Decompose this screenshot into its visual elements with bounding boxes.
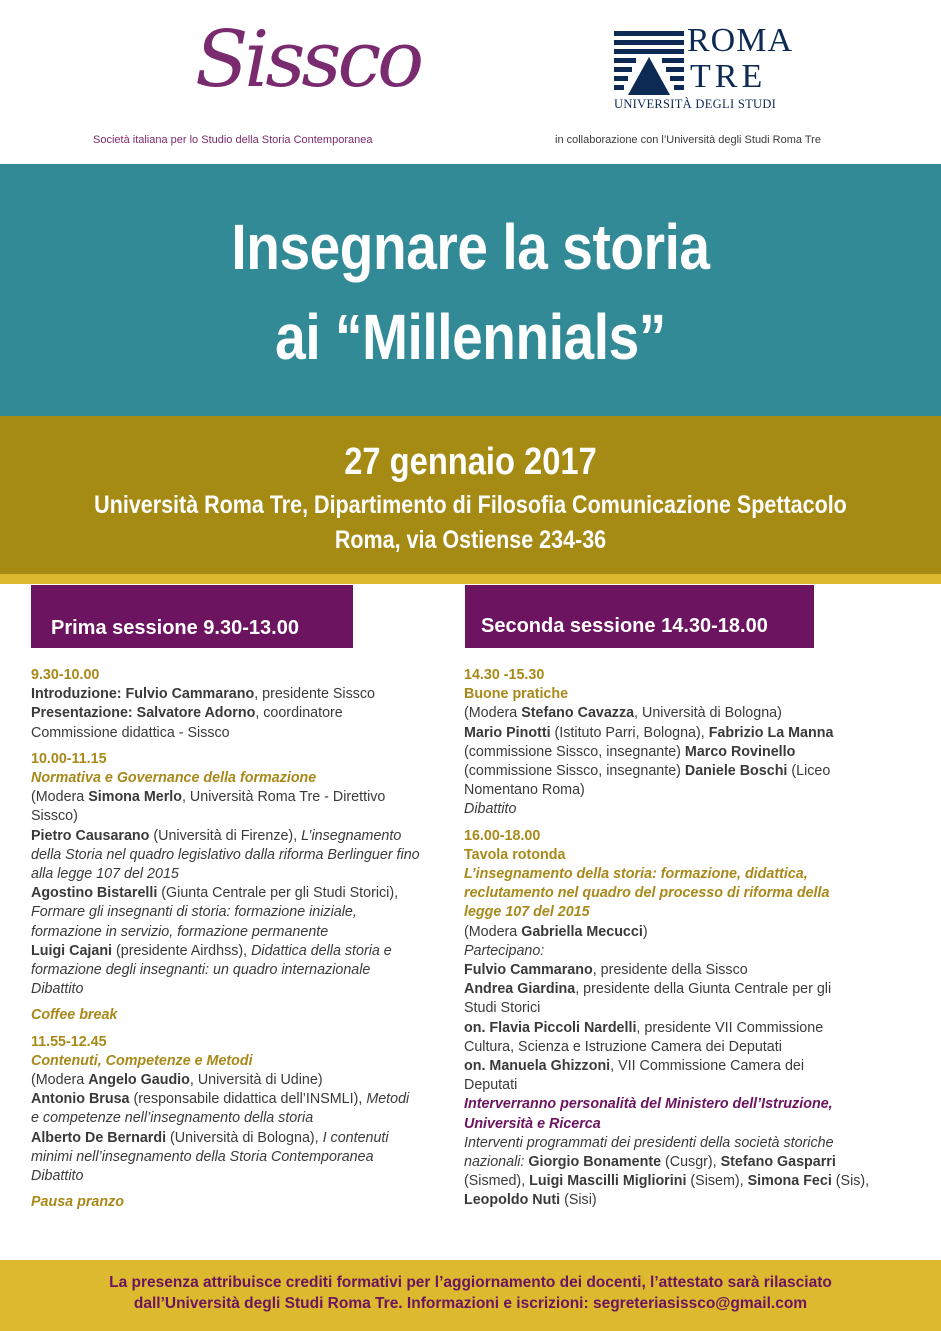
slot-time: 11.55-12.45	[31, 1033, 107, 1050]
footer-contact-text: dall’Università degli Studi Roma Tre. Informazioni e iscrizioni: segreteriasissco@gmail.com	[133, 1295, 808, 1312]
program-line: Antonio Brusa (responsabile didattica dell’INSMLI), Metodi	[31, 1091, 410, 1108]
moderator-name: Gabriella Mecucci	[521, 923, 643, 940]
speaker-name: Introduzione: Fulvio Cammarano	[31, 686, 255, 703]
program-line: Sissco)	[31, 808, 78, 825]
speaker-name: on. Manuela Ghizzoni	[464, 1058, 611, 1075]
event-venue: Università Roma Tre, Dipartimento di Filosofia Comunicazione Spettacolo	[94, 491, 847, 519]
program-line: Alberto De Bernardi (Università di Bologna), I contenuti	[31, 1129, 389, 1146]
program-line: Luigi Cajani (presidente Airdhss), Didattica della storia e	[31, 942, 392, 959]
moderator-name: Simona Merlo	[88, 789, 182, 806]
romatre-university-text: UNIVERSITÀ DEGLI STUDI	[614, 97, 777, 111]
speaker-name: Pietro Causarano	[31, 827, 150, 844]
lunch-break: Pausa pranzo	[31, 1194, 124, 1211]
speaker-name: Antonio Brusa	[31, 1091, 130, 1108]
program-line	[31, 685, 463, 704]
romatre-logo	[550, 22, 850, 150]
speaker-name: Fabrizio La Manna	[708, 724, 834, 741]
program-line: Fulvio Cammarano, presidente della Sissco	[464, 962, 748, 979]
romatre-roma-text: ROMA	[687, 22, 794, 59]
talk-title: L’insegnamento	[301, 827, 402, 844]
slot-title: Normativa e Governance della formazione	[31, 770, 317, 787]
talk-title: alla legge 107 del 2015	[31, 866, 179, 883]
speaker-name: Andrea Giardina	[464, 981, 576, 998]
program-line: (commissione Sissco, insegnante) Daniele Boschi (Liceo	[464, 763, 831, 780]
program-line	[31, 704, 463, 723]
speaker-name: Luigi Mascilli Migliorini	[529, 1173, 687, 1190]
collaboration-text: in collaborazione con l’Università degli Studi Roma Tre	[555, 134, 821, 146]
moderator-name: Stefano Cavazza	[521, 705, 635, 722]
speaker-name: Agostino Bistarelli	[31, 885, 158, 902]
speaker-role: , presidente Sissco	[254, 686, 375, 703]
program-line: Mario Pinotti (Istituto Parri, Bologna), Fabrizio La Manna	[464, 724, 834, 741]
sissco-logo	[60, 10, 440, 150]
second-session-program	[464, 666, 914, 1211]
slot-time: 16.00-18.00	[464, 827, 541, 844]
first-session-program	[31, 666, 463, 1212]
talk-title: della Storia nel quadro legislativo dalla riforma Berlinguer fino	[31, 846, 420, 863]
program-line: Agostino Bistarelli (Giunta Centrale per gli Studi Storici),	[31, 885, 399, 902]
program-line: (Sismed), Luigi Mascilli Migliorini (Sisem), Simona Feci (Sis),	[464, 1173, 870, 1190]
sissco-tagline: Società italiana per lo Studio della Storia Contemporanea	[93, 134, 373, 146]
moderator-line: (Modera Angelo Gaudio, Università di Udine)	[31, 1072, 323, 1089]
talk-title: I contenuti	[322, 1129, 389, 1146]
program-line: Interventi programmati dei presidenti della società storiche	[464, 1134, 834, 1151]
program-line: Commissione didattica - Sissco	[31, 724, 230, 741]
roundtable-topic: legge 107 del 2015	[464, 904, 590, 921]
ministry-note: Università e Ricerca	[464, 1115, 601, 1132]
talk-title: formazione in servizio, formazione permanente	[31, 923, 329, 940]
talk-title: e competenze nell’insegnamento della storia	[31, 1110, 314, 1127]
second-session-header	[465, 585, 814, 648]
speaker-name: Luigi Cajani	[31, 942, 113, 959]
event-title-line-1: Insegnare la storia	[231, 211, 710, 283]
program-line: nazionali: Giorgio Bonamente (Cusgr), Stefano Gasparri	[464, 1154, 836, 1171]
talk-title: formazione degli insegnanti: un quadro internazionale	[31, 962, 371, 979]
speaker-name: Giorgio Bonamente	[528, 1154, 662, 1171]
program-line: on. Manuela Ghizzoni, VII Commissione Camera dei	[464, 1058, 805, 1075]
participants-label: Partecipano:	[464, 942, 545, 959]
first-session-header	[31, 585, 353, 648]
program-line: Leopoldo Nuti (Sisi)	[464, 1192, 597, 1209]
first-session-label: Prima sessione 9.30-13.00	[51, 617, 299, 639]
moderator-line: (Modera Stefano Cavazza, Università di Bologna)	[464, 705, 782, 722]
program-line: Cultura, Scienza e Istruzione Camera dei Deputati	[464, 1038, 782, 1055]
speaker-name: Simona Feci	[747, 1173, 832, 1190]
talk-title: Formare gli insegnanti di storia: formazione iniziale,	[31, 904, 357, 921]
slot-time: 9.30-10.00	[31, 667, 100, 683]
speaker-role: , coordinatore	[255, 705, 343, 722]
moderator-line: (Modera Gabriella Mecucci)	[464, 923, 648, 940]
program-line: Deputati	[464, 1077, 518, 1094]
slot-title: Buone pratiche	[464, 686, 569, 703]
program-line: Andrea Giardina, presidente della Giunta Centrale per gli	[464, 981, 832, 998]
speaker-name: Leopoldo Nuti	[464, 1192, 561, 1209]
coffee-break: Coffee break	[31, 1007, 118, 1024]
event-address: Roma, via Ostiense 234-36	[334, 526, 607, 554]
event-date: 27 gennaio 2017	[344, 441, 597, 483]
ministry-note: Interverranno personalità del Ministero dell’Istruzione,	[464, 1096, 833, 1113]
slot-time: 10.00-11.15	[31, 750, 107, 767]
speaker-name: Mario Pinotti	[464, 724, 551, 741]
program-line: (commissione Sissco, insegnante) Marco Rovinello	[464, 743, 796, 760]
debate-label: Dibattito	[31, 1168, 84, 1185]
speaker-name: Fulvio Cammarano	[464, 962, 593, 979]
sissco-wordmark: Sissco	[195, 15, 421, 105]
title-band	[0, 164, 941, 416]
speaker-name: Stefano Gasparri	[720, 1154, 836, 1171]
speaker-name: Daniele Boschi	[684, 763, 788, 780]
slot-title: Tavola rotonda	[464, 846, 566, 863]
speaker-name: Presentazione: Salvatore Adorno	[31, 705, 256, 722]
debate-label: Dibattito	[464, 801, 517, 818]
moderator-name: Angelo Gaudio	[88, 1072, 190, 1089]
footer-credits-text: La presenza attribuisce crediti formativi per l’aggiornamento dei docenti, l’attestato sarà rilasciato	[109, 1274, 832, 1291]
second-session-label: Seconda sessione 14.30-18.00	[481, 615, 768, 637]
event-title-line-2: ai “Millennials”	[275, 301, 666, 373]
talk-title: minimi nell’insegnamento della Storia Contemporanea	[31, 1148, 374, 1165]
romatre-tre-text: TRE	[690, 58, 767, 95]
program-line: Studi Storici	[464, 1000, 541, 1017]
program-line: Pietro Causarano (Università di Firenze), L’insegnamento	[31, 827, 402, 844]
roundtable-topic: reclutamento nel quadro del processo di riforma della	[464, 885, 830, 902]
speaker-name: Alberto De Bernardi	[31, 1129, 167, 1146]
roundtable-topic: L’insegnamento della storia: formazione, didattica,	[464, 866, 808, 883]
slot-title: Contenuti, Competenze e Metodi	[31, 1052, 253, 1069]
speaker-name: Marco Rovinello	[684, 743, 796, 760]
slot-time: 14.30 -15.30	[464, 667, 545, 683]
talk-title: Metodi	[366, 1091, 410, 1108]
speaker-name: on. Flavia Piccoli Nardelli	[464, 1019, 637, 1036]
divider-strip	[0, 574, 941, 584]
debate-label: Dibattito	[31, 981, 84, 998]
moderator-line: (Modera Simona Merlo, Università Roma Tre - Direttivo	[31, 789, 386, 806]
program-line: on. Flavia Piccoli Nardelli, presidente VII Commissione	[464, 1019, 824, 1036]
program-line: Nomentano Roma)	[464, 782, 585, 799]
talk-title: Didattica della storia e	[251, 942, 392, 959]
